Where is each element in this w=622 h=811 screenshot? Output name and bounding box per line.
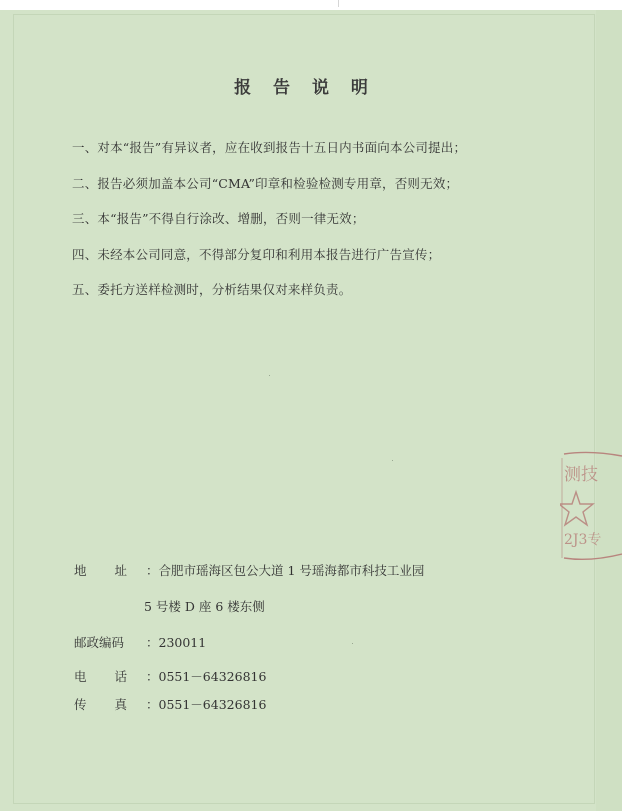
clause-4: 四、未经本公司同意，不得部分复印和利用本报告进行广告宣传；: [72, 247, 441, 262]
clause-1: 一、对本“报告”有异议者，应在收到报告十五日内书面向本公司提出；: [72, 140, 467, 155]
paper-speck: [352, 643, 353, 644]
clause-5: 五、委托方送样检测时，分析结果仅对来样负责。: [72, 282, 352, 297]
address-label: 地址: [74, 563, 156, 578]
clause-3: 三、本“报告”不得自行涂改、增删，否则一律无效；: [72, 211, 365, 226]
clause-2: 二、报告必须加盖本公司“CMA”印章和检验检测专用章，否则无效；: [72, 176, 459, 191]
paper-speck: [269, 375, 270, 376]
seal-icon: [560, 450, 622, 562]
fax-label: 传真: [74, 697, 156, 712]
fax-value: ：0551－64326816: [146, 697, 267, 712]
page-edge-band: [596, 10, 622, 811]
viewer-top-strip: [0, 0, 622, 10]
official-seal-stamp: [560, 450, 622, 562]
document-page: [0, 10, 622, 811]
page-inner-border: [13, 14, 595, 804]
seal-text-bottom: 2J3专: [564, 532, 602, 548]
postcode-label: 邮政编码: [74, 635, 125, 650]
paper-speck: [392, 460, 393, 461]
phone-label: 电话: [74, 669, 156, 684]
seal-text-top: 测技: [564, 465, 598, 485]
address-value: ：合肥市瑶海区包公大道 1 号瑶海都市科技工业园: [146, 563, 425, 578]
page-title: 报 告 说 明: [234, 78, 376, 98]
address-line2: 5 号楼 D 座 6 楼东侧: [144, 599, 265, 614]
page-divider-tick: [338, 0, 339, 7]
phone-value: ：0551－64326816: [146, 669, 267, 684]
postcode-value: ：230011: [146, 635, 207, 650]
